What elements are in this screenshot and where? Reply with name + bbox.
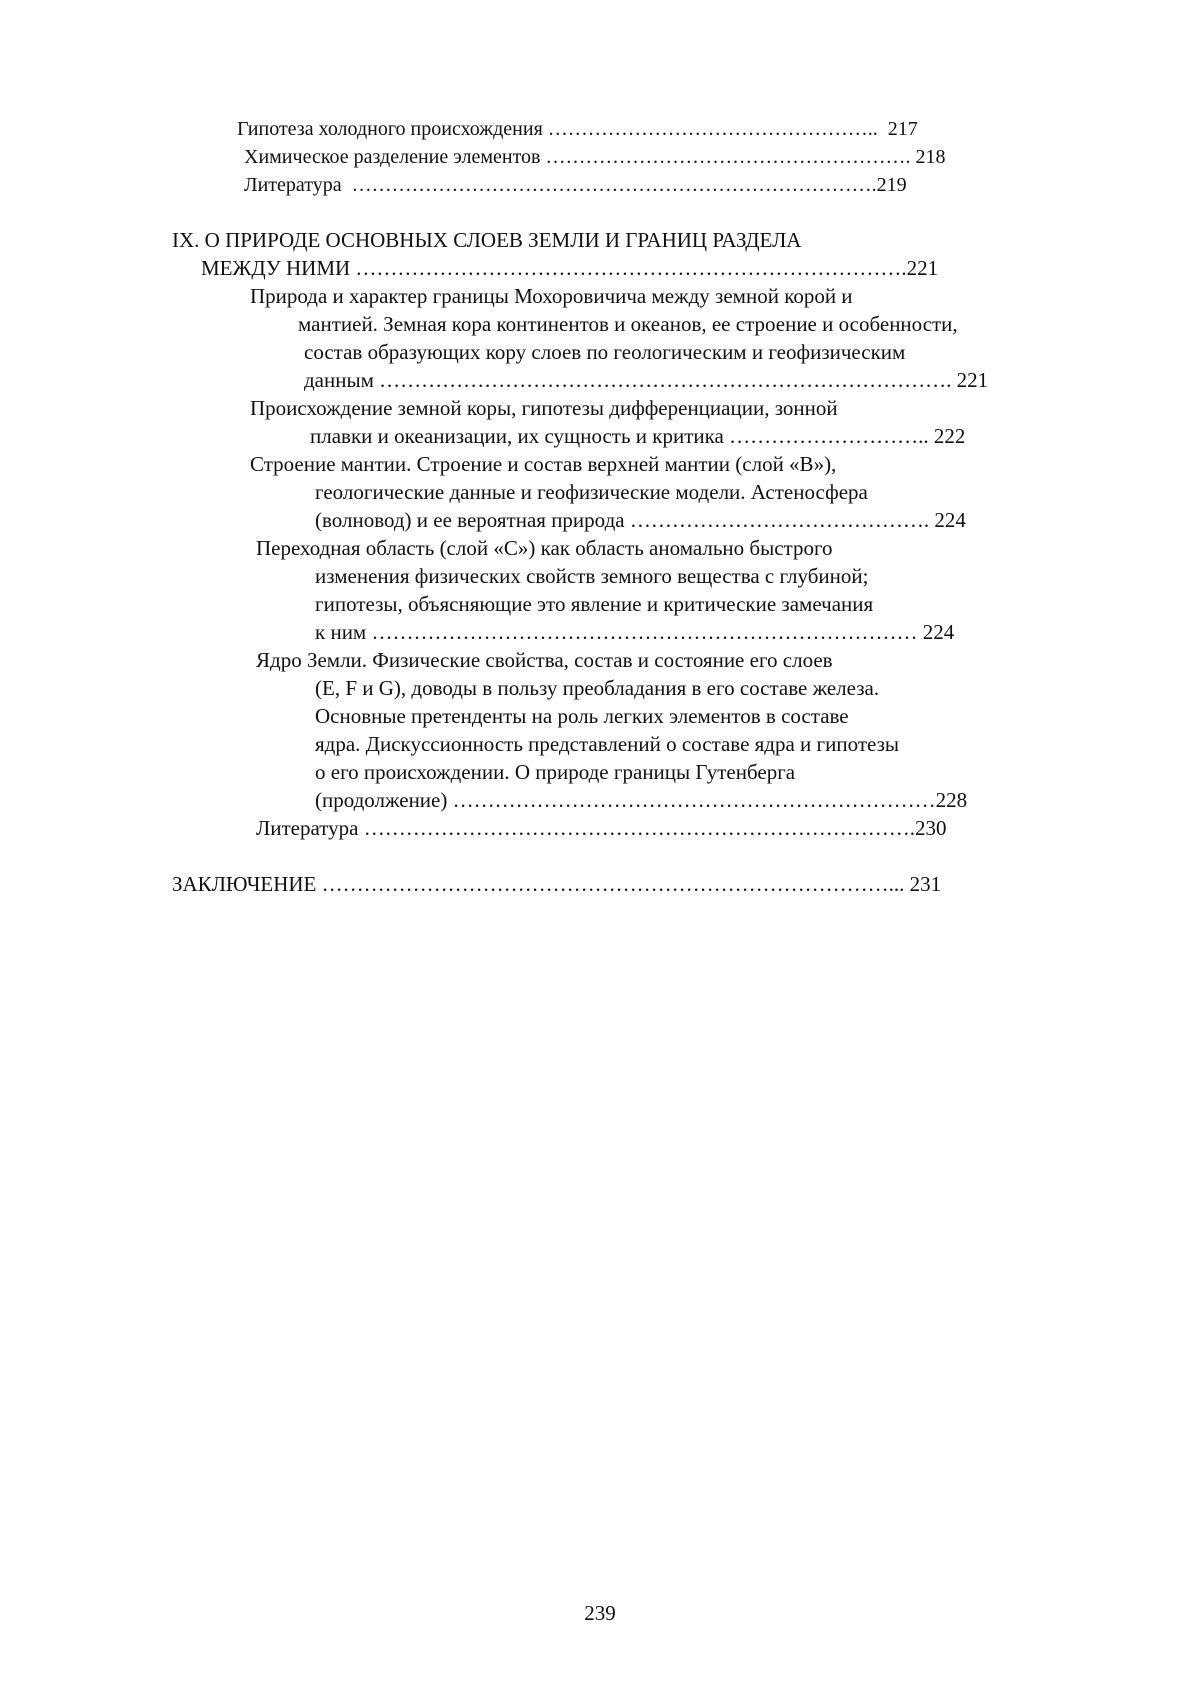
toc-entry-moho-line-3: состав образующих кору слоев по геологическим и геофизическим: [304, 340, 906, 364]
toc-entry-mantle-line-3: (волновод) и ее вероятная природа ……………………………………. 224: [315, 508, 966, 532]
toc-entry-literature-1: Литература …………………………………………………………………….219: [244, 174, 907, 196]
toc-entry-transition-line-4: к ним …………………………………………………………………… 224: [315, 620, 955, 644]
toc-entry-moho-line-4: данным ………………………………………………………………………. 221: [304, 368, 989, 392]
toc-entry-chemical-separation: Химическое разделение элементов ………………………………………………. 218: [244, 146, 946, 168]
toc-entry-literature-2: Литература …………………………………………………………………….230: [256, 816, 947, 840]
toc-entry-core-line-2: (E, F и G), доводы в пользу преобладания в его составе железа.: [315, 676, 880, 700]
toc-chapter-ix-title-line-1: IX. О ПРИРОДЕ ОСНОВНЫХ СЛОЕВ ЗЕМЛИ И ГРАНИЦ РАЗДЕЛА: [172, 228, 802, 252]
toc-entry-crust-origin-line-1: Происхождение земной коры, гипотезы дифференциации, зонной: [250, 396, 838, 420]
toc-entry-moho-line-1: Природа и характер границы Мохоровичича между земной корой и: [250, 284, 853, 308]
toc-entry-core-line-4: ядра. Дискуссионность представлений о составе ядра и гипотезы: [315, 732, 900, 756]
toc-entry-moho-line-2: мантией. Земная кора континентов и океанов, ее строение и особенности,: [298, 312, 958, 336]
toc-entry-mantle-line-1: Строение мантии. Строение и состав верхней мантии (слой «В»),: [250, 452, 837, 476]
toc-entry-transition-line-2: изменения физических свойств земного вещества с глубиной;: [315, 564, 869, 588]
page-number: 239: [584, 1601, 616, 1625]
toc-entry-mantle-line-2: геологические данные и геофизические модели. Астеносфера: [315, 480, 868, 504]
toc-entry-core-line-1: Ядро Земли. Физические свойства, состав и состояние его слоев: [256, 648, 833, 672]
toc-entry-core-line-6: (продолжение) ……………………………………………………………228: [315, 788, 968, 812]
toc-entry-crust-origin-line-2: плавки и океанизации, их сущность и критика ……………………….. 222: [310, 424, 966, 448]
toc-entry-conclusion: ЗАКЛЮЧЕНИЕ ………………………………………………………………………... 231: [172, 872, 942, 896]
toc-entry-transition-line-1: Переходная область (слой «С») как область аномально быстрого: [256, 536, 833, 560]
toc-entry-core-line-3: Основные претенденты на роль легких элементов в составе: [315, 704, 849, 728]
toc-entry-cold-origin-hypothesis: Гипотеза холодного происхождения ………………………………………….. 217: [237, 118, 918, 140]
toc-chapter-ix-title-line-2: МЕЖДУ НИМИ …………………………………………………………………….221: [201, 256, 939, 280]
toc-entry-transition-line-3: гипотезы, объясняющие это явление и критические замечания: [315, 592, 874, 616]
toc-entry-core-line-5: о его происхождении. О природе границы Гутенберга: [315, 760, 796, 784]
